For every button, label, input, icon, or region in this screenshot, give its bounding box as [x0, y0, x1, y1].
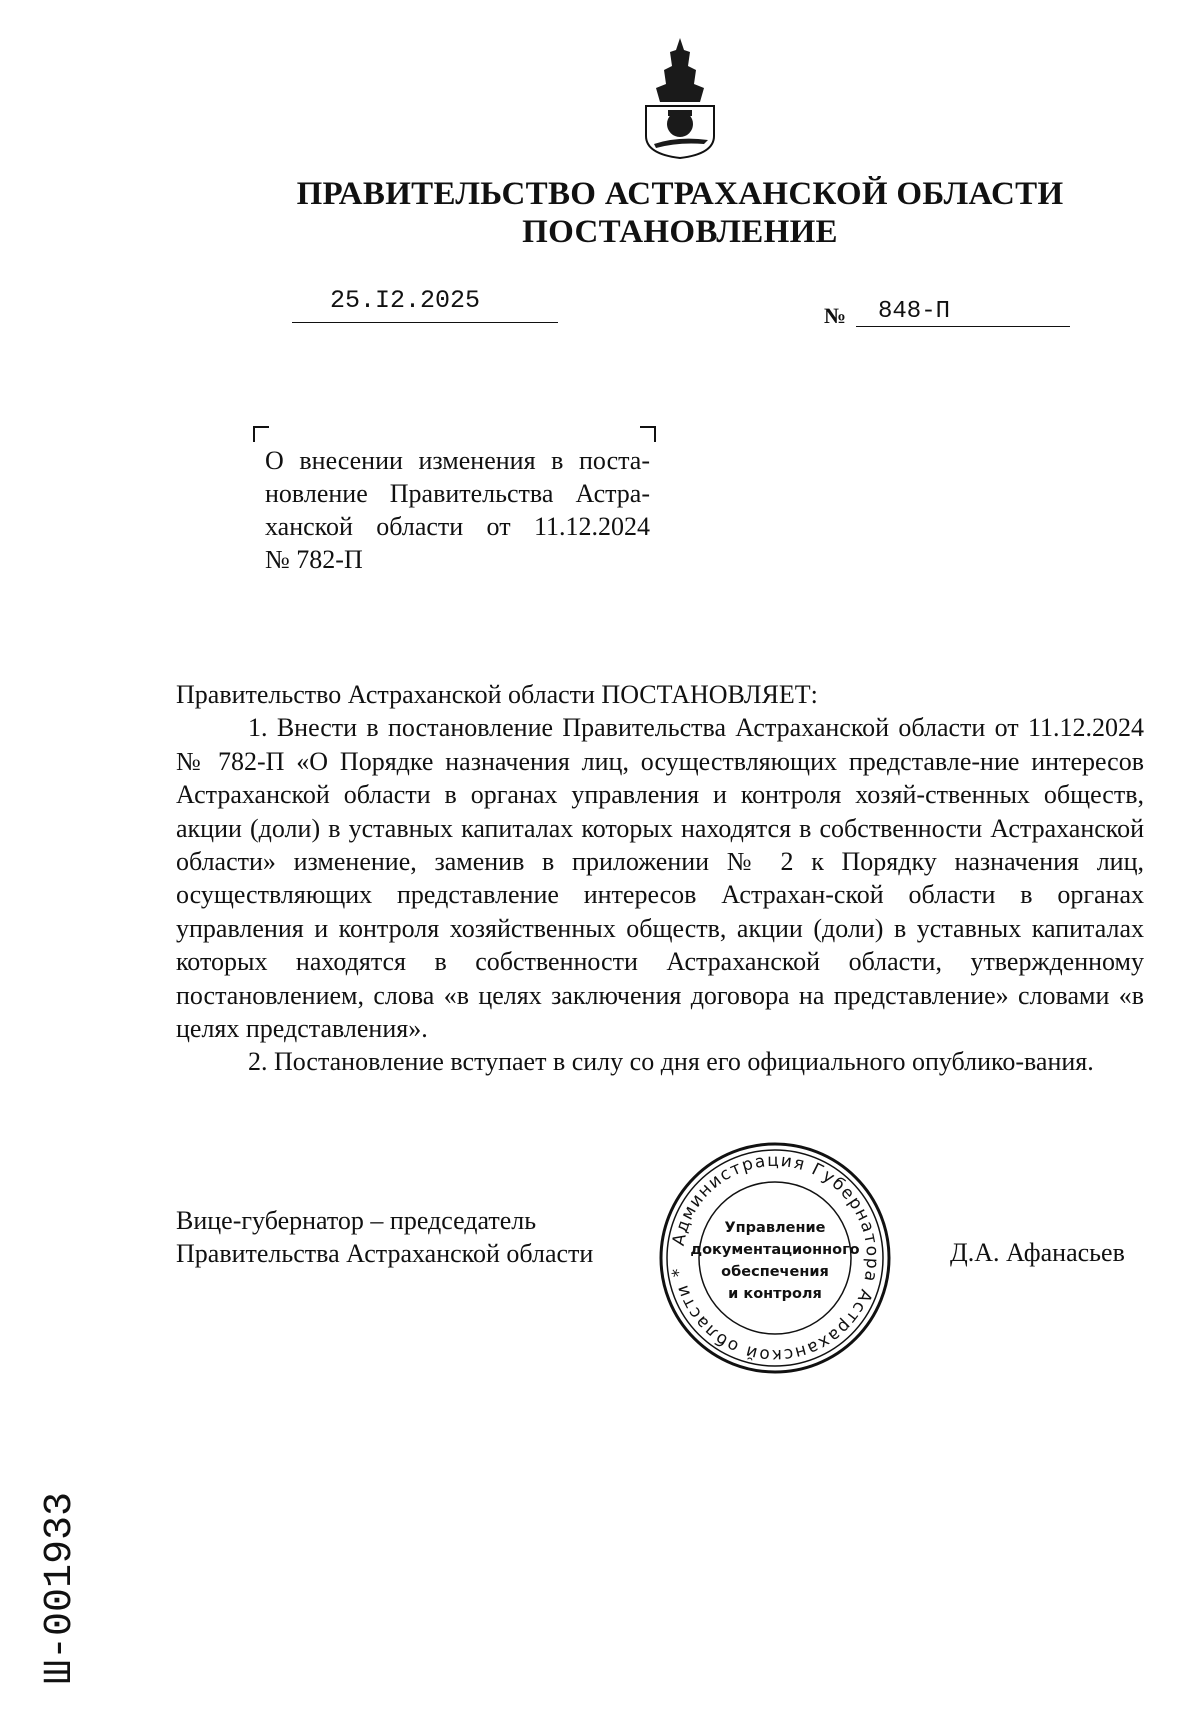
archive-code — [8, 1410, 98, 1690]
svg-text:обеспечения: обеспечения — [721, 1264, 829, 1280]
subject-line: ханской области от 11.12.2024 — [265, 512, 650, 541]
document-number: 848-П — [878, 298, 951, 325]
document-date: 25.I2.2025 — [330, 286, 481, 315]
svg-text:Администрация Губернатора Астр: Администрация Губернатора Астраханской области * — [668, 1150, 883, 1366]
item-2-paragraph: 2. Постановление вступает в силу со дня его официального опублико-вания. — [248, 1047, 1094, 1077]
doc-type-title: ПОСТАНОВЛЕНИЕ — [522, 214, 838, 250]
document-body — [176, 678, 1144, 1079]
org-title: ПРАВИТЕЛЬСТВО АСТРАХАНСКОЙ ОБЛАСТИ — [296, 176, 1064, 212]
subject-block — [265, 444, 650, 576]
date-field — [292, 286, 558, 323]
item-1-paragraph: 1. Внести в постановление Правительства Астраханской области от 11.12.2024 № 782-П «О Порядке назначения лиц, осуществляющих представле-ние интересов Астраханской области в органах управления и контроля хозяй-ственных обществ, акции (доли) в уставных капиталах которых находятся в собственности Астраханской области» изменение, заменив в приложении № 2 к Порядку назначения лиц, осуществляющих представление интересов Астрахан-ской области в органах управления и контроля хозяйственных обществ, акции (доли) в уставных капиталах которых находятся в собственности Астраханской области, утвержденному постановлением, слова «в целях заключения договора на представление» словами «в целях представления». — [176, 713, 1144, 1044]
subject-line: новление Правительства Астра- — [265, 479, 650, 508]
official-stamp — [655, 1138, 895, 1378]
coat-of-arms-icon — [638, 36, 722, 160]
subject-bracket-right — [640, 426, 656, 442]
svg-text:и контроля: и контроля — [728, 1286, 822, 1302]
signatory-name: Д.А. Афанасьев — [950, 1238, 1125, 1267]
svg-text:Ш-001933: Ш-001933 — [38, 1491, 83, 1684]
svg-text:Управление: Управление — [724, 1220, 826, 1236]
signatory-title-line: Правительства Астраханской области — [176, 1239, 594, 1268]
number-field — [856, 300, 1070, 327]
subject-line: О внесении изменения в поста- — [265, 446, 650, 475]
subject-line: № 782-П — [265, 545, 363, 574]
signatory-title — [176, 1204, 593, 1270]
number-label: № — [824, 303, 847, 328]
intro-paragraph: Правительство Астраханской области ПОСТАНОВЛЯЕТ: — [176, 680, 818, 709]
signatory-title-line: Вице-губернатор – председатель — [176, 1206, 537, 1235]
svg-text:документационного: документационного — [690, 1242, 860, 1258]
subject-bracket-left — [253, 426, 269, 442]
